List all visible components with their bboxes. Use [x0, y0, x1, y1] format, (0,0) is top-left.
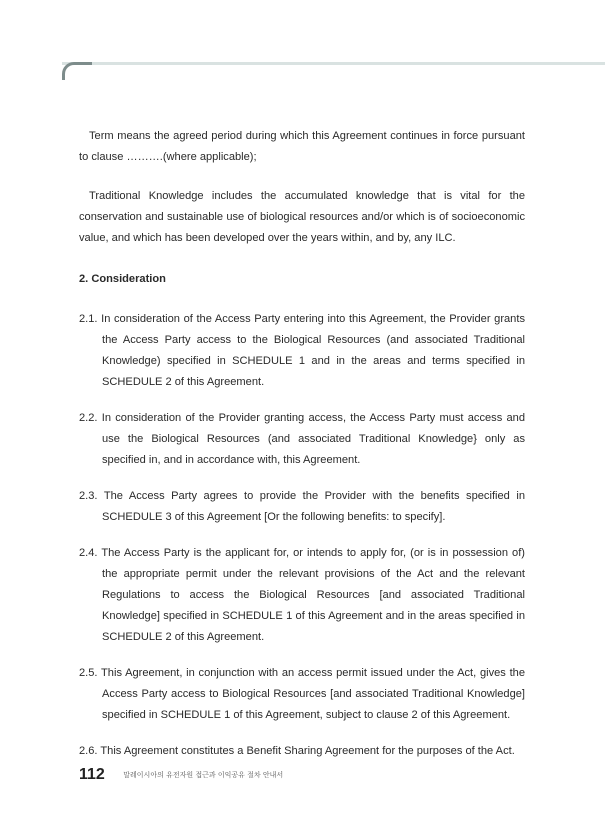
clause-2-6: 2.6. This Agreement constitutes a Benefit Sharing Agreement for the purposes of the Act. [79, 745, 515, 757]
header-rule [62, 62, 605, 65]
clause-2-2: 2.2. In consideration of the Provider granting access, the Access Party must access and use the Biological Resources (and associated Traditional Knowledge} only as specified in, and in accordance with, this Agreement. [79, 412, 525, 466]
clause-2-1: 2.1. In consideration of the Access Party entering into this Agreement, the Provider grants the Access Party access to the Biological Resources (and associated Traditional Knowledge) specified in SCHEDULE 1 and in the areas and terms specified in SCHEDULE 2 of this Agreement. [79, 313, 525, 388]
definition-term: Term means the agreed period during which this Agreement continues in force pursuant to clause ……….(where applicable); [79, 130, 525, 163]
corner-bracket-decoration [62, 62, 92, 80]
section-heading: 2. Consideration [79, 273, 166, 285]
page-number: 112 [79, 766, 105, 783]
definition-traditional-knowledge: Traditional Knowledge includes the accumulated knowledge that is vital for the conservation and sustainable use of biological resources and/or which is of socioeconomic value, and which has been developed over the years within, and by, any ILC. [79, 190, 525, 244]
clause-2-3: 2.3. The Access Party agrees to provide the Provider with the benefits specified in SCHEDULE 3 of this Agreement [Or the following benefits: to specify]. [79, 490, 525, 523]
document-body [79, 126, 525, 777]
page-footer [79, 766, 283, 788]
footer-book-title: 말레이시아의 유전자원 접근과 이익공유 절차 안내서 [123, 771, 284, 779]
clause-2-4: 2.4. The Access Party is the applicant for, or intends to apply for, (or is in possession of) the appropriate permit under the relevant provisions of the Act and the relevant Regulations to access the Biological Resources [and associated Traditional Knowledge] specified in SCHEDULE 1 of this Agreement and in the areas specified in SCHEDULE 2 of this Agreement. [79, 547, 525, 643]
clause-2-5: 2.5. This Agreement, in conjunction with an access permit issued under the Act, gives the Access Party access to Biological Resources [and associated Traditional Knowledge] specified in SCHEDULE 1 of this Agreement, subject to clause 2 of this Agreement. [79, 667, 525, 721]
